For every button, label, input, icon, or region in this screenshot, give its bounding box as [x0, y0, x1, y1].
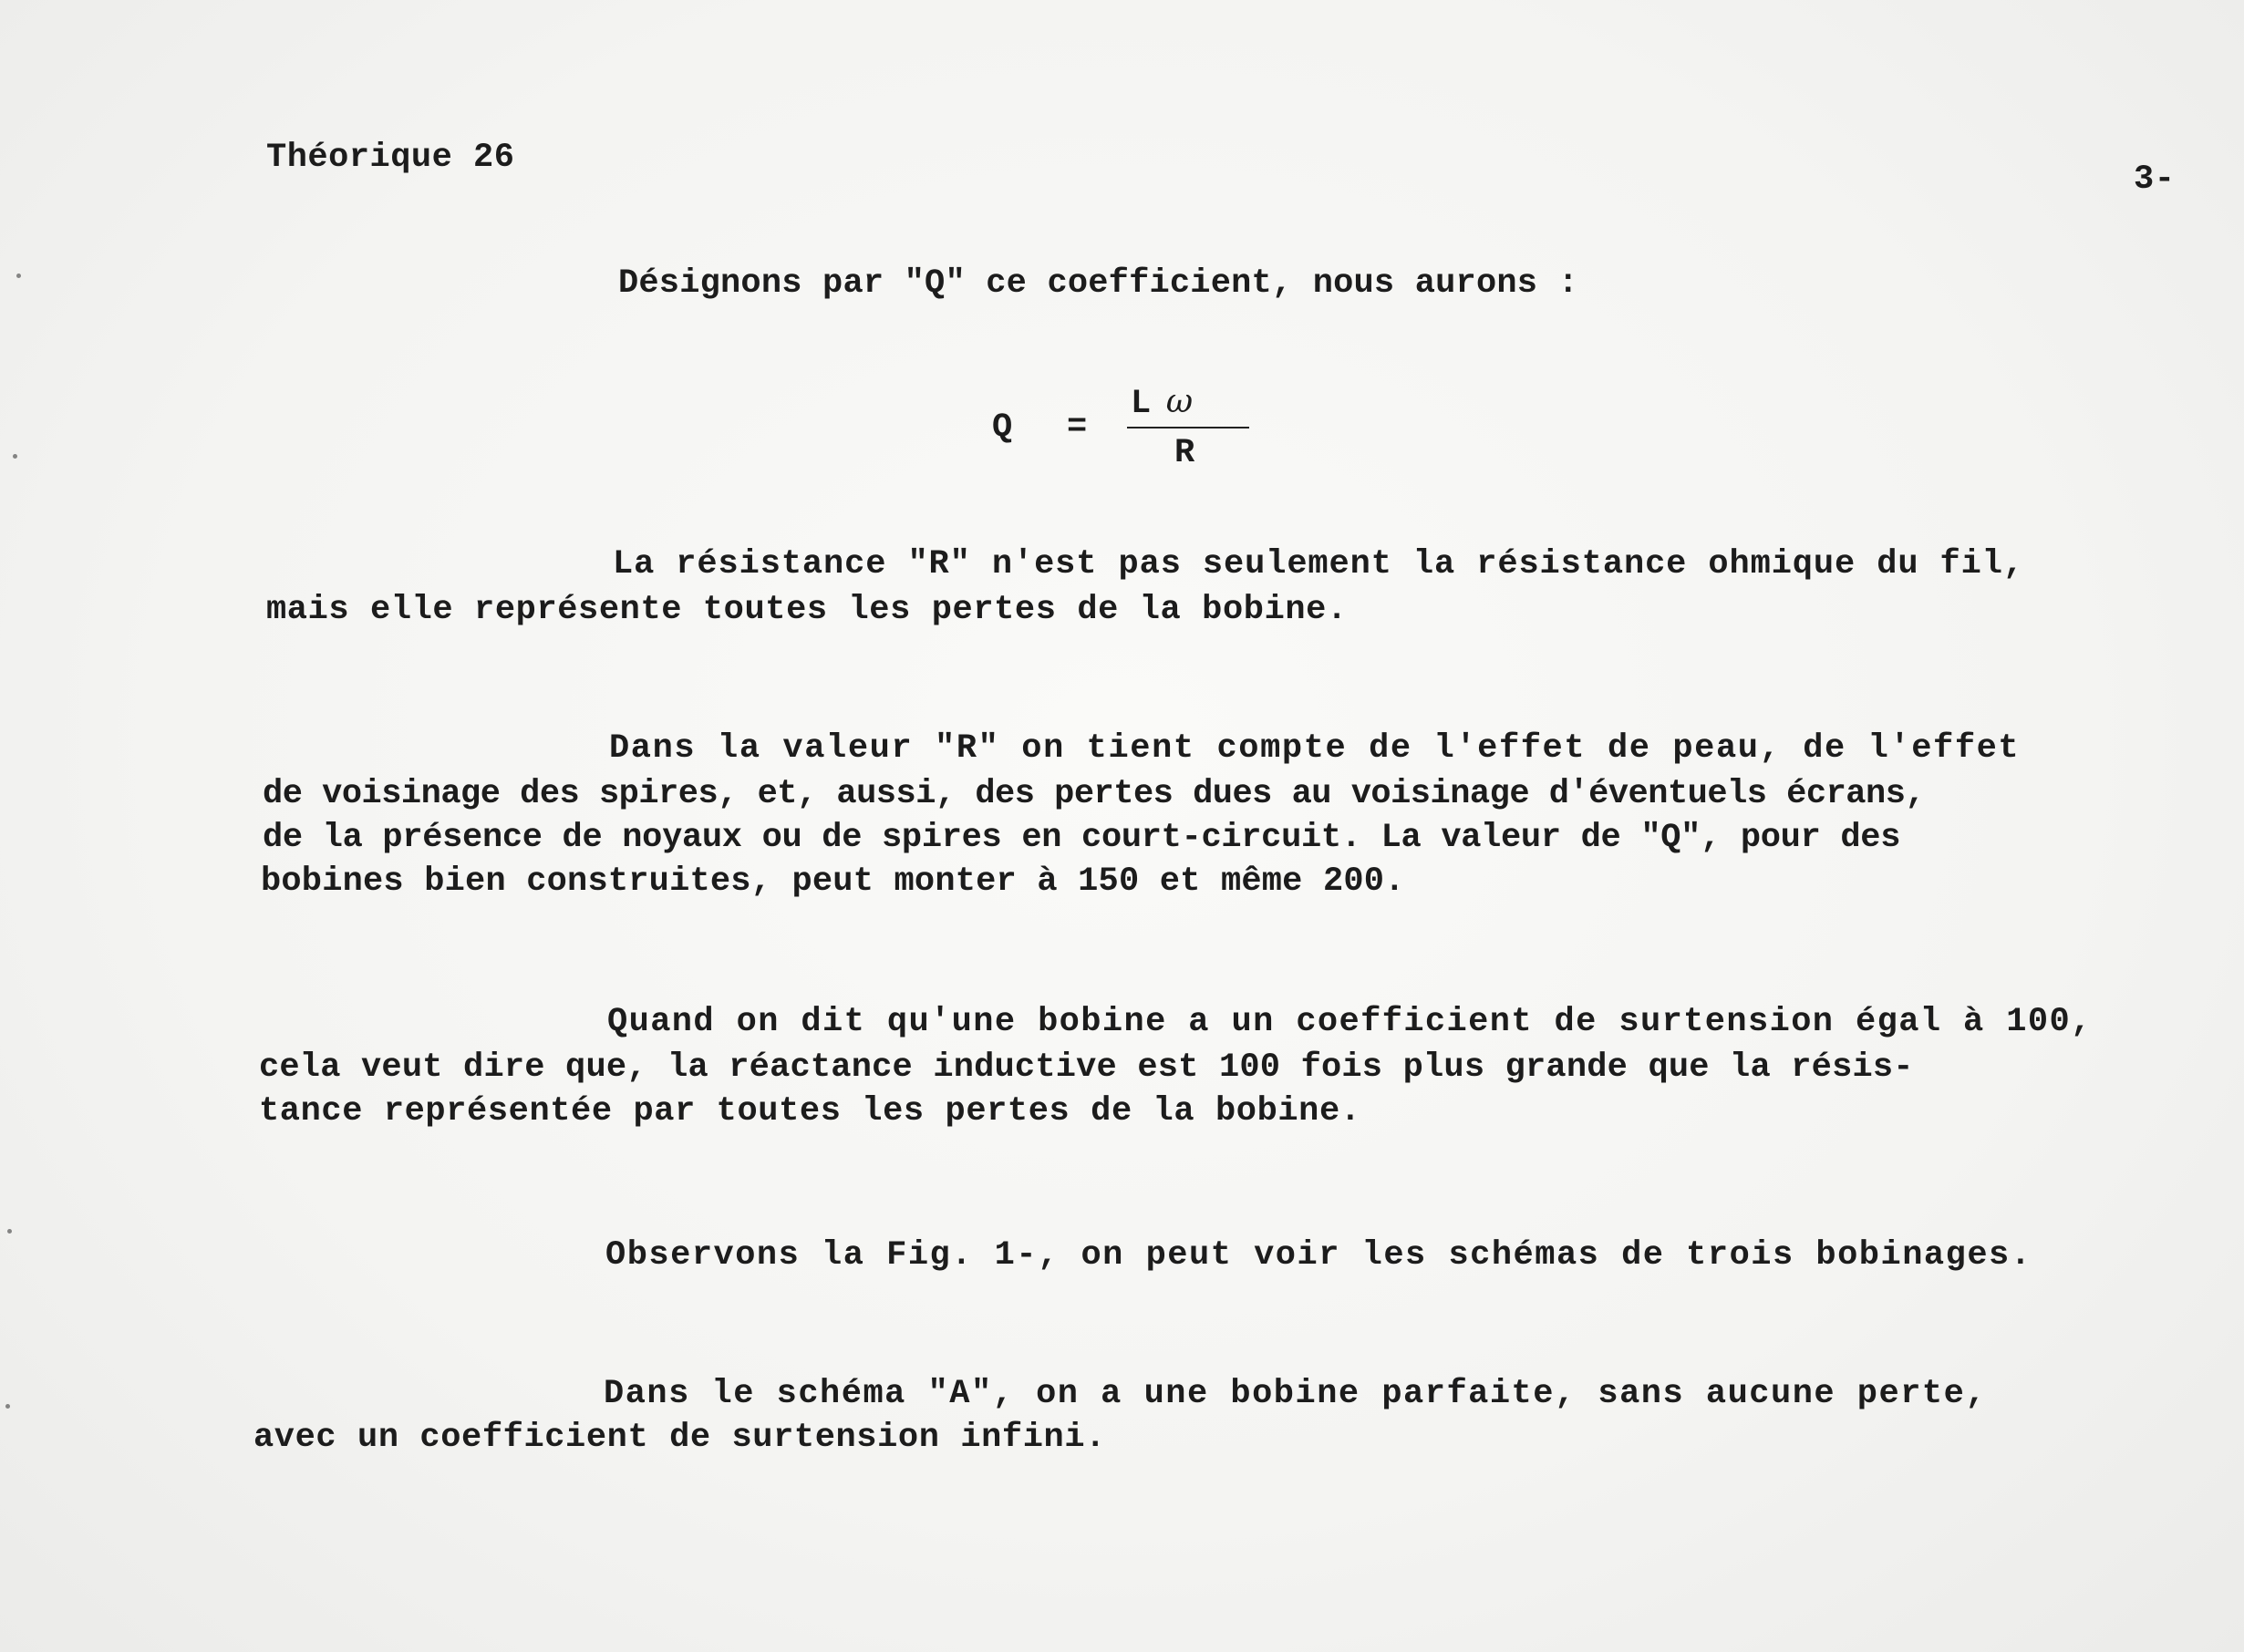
- paragraph-2-line-4: bobines bien construites, peut monter à 150 et même 200.: [261, 862, 1405, 901]
- paragraph-1-line-1: La résistance "R" n'est pas seulement la résistance ohmique du fil,: [613, 545, 2024, 583]
- paragraph-1-line-2: mais elle représente toutes les pertes de la bobine.: [266, 591, 1348, 629]
- scan-speck: [16, 274, 21, 278]
- fraction-bar: [1127, 427, 1249, 428]
- intro-line: Désignons par "Q" ce coefficient, nous aurons :: [618, 264, 1578, 303]
- paragraph-2-line-2: de voisinage des spires, et, aussi, des pertes dues au voisinage d'éventuels écrans,: [263, 775, 1926, 813]
- formula-denominator: R: [1174, 434, 1195, 472]
- formula-numerator: [1131, 383, 1194, 423]
- scan-speck: [5, 1404, 10, 1409]
- paragraph-5-line-2: avec un coefficient de surtension infini.: [253, 1419, 1106, 1457]
- paragraph-3-line-2: cela veut dire que, la réactance inductive est 100 fois plus grande que la résis-: [259, 1048, 1914, 1087]
- paragraph-3-line-1: Quand on dit qu'une bobine a un coefficient de surtension égal à 100,: [607, 1003, 2093, 1041]
- scan-speck: [7, 1229, 12, 1234]
- header-title: Théorique 26: [266, 139, 515, 177]
- formula-equals: =: [1067, 408, 1088, 447]
- paragraph-3-line-3: tance représentée par toutes les pertes de la bobine.: [259, 1092, 1361, 1131]
- q-formula: [985, 383, 1258, 483]
- paragraph-5-line-1: Dans le schéma "A", on a une bobine parfaite, sans aucune perte,: [604, 1375, 1988, 1413]
- paragraph-2-line-1: Dans la valeur "R" on tient compte de l'effet de peau, de l'effet: [609, 729, 2021, 768]
- paragraph-4-line-1: Observons la Fig. 1-, on peut voir les schémas de trois bobinages.: [605, 1236, 2032, 1275]
- formula-lhs: Q: [992, 408, 1013, 447]
- scan-speck: [13, 454, 17, 459]
- formula-numerator-l: L: [1131, 385, 1152, 423]
- page-number: 3-: [2134, 160, 2176, 199]
- paragraph-2-line-3: de la présence de noyaux ou de spires en court-circuit. La valeur de "Q", pour des: [263, 819, 1901, 857]
- formula-numerator-omega: ω: [1165, 383, 1194, 420]
